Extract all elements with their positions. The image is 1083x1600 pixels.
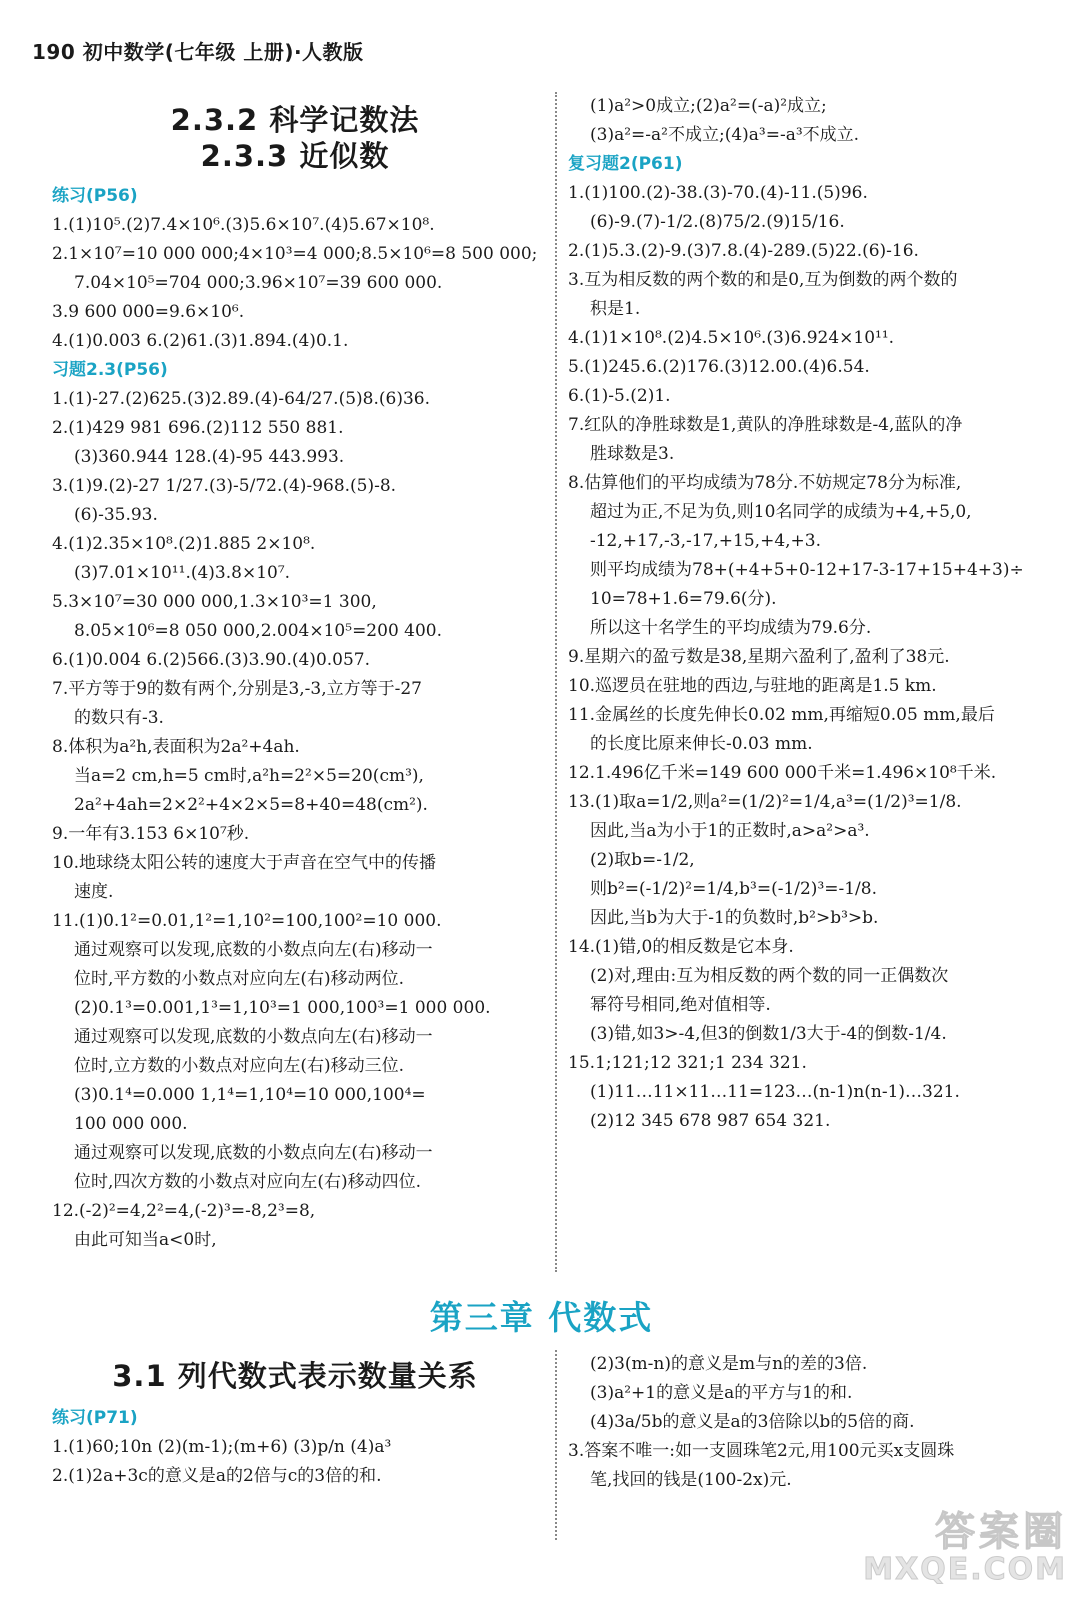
- answer-line: 位时,平方数的小数点对应向左(右)移动两位.: [74, 969, 405, 989]
- answer-line: 1.(1)-27.(2)625.(3)2.89.(4)-64/27.(5)8.(6)36.: [52, 389, 430, 409]
- answer-line: 8.05×10⁶=8 050 000,2.004×10⁵=200 400.: [74, 621, 443, 641]
- right-column: [568, 92, 1054, 1136]
- answer-line: (1)11…11×11…11=123…(n-1)n(n-1)…321.: [590, 1082, 960, 1102]
- answer-line: 超过为正,不足为负,则10名同学的成绩为+4,+5,0,: [590, 502, 972, 522]
- answer-line: (6)-9.(7)-1/2.(8)75/2.(9)15/16.: [590, 212, 845, 232]
- answer-line: 则b²=(-1/2)²=1/4,b³=(-1/2)³=-1/8.: [590, 879, 878, 899]
- chapter-title: 第三章 代数式: [429, 1298, 654, 1337]
- answer-line: 速度.: [74, 882, 114, 902]
- answer-line: 通过观察可以发现,底数的小数点向左(右)移动一: [74, 940, 433, 960]
- answer-line: 10.巡逻员在驻地的西边,与驻地的距离是1.5 km.: [568, 676, 937, 696]
- answer-line: 10=78+1.6=79.6(分).: [590, 589, 777, 609]
- answer-line: 6.(1)-5.(2)1.: [568, 386, 671, 406]
- answer-line: 的数只有-3.: [74, 708, 164, 728]
- answer-line: 通过观察可以发现,底数的小数点向左(右)移动一: [74, 1027, 433, 1047]
- answer-line: (2)对,理由:互为相反数的两个数的同一正偶数次: [590, 966, 949, 986]
- answer-line: 14.(1)错,0的相反数是它本身.: [568, 937, 794, 957]
- answer-line: (3)a²+1的意义是a的平方与1的和.: [590, 1383, 853, 1403]
- subsection-label: 练习(P56): [52, 186, 138, 206]
- answer-line: 13.(1)取a=1/2,则a²=(1/2)²=1/4,a³=(1/2)³=1/8.: [568, 792, 962, 812]
- answer-line: 100 000 000.: [74, 1114, 188, 1134]
- right-answers: [568, 92, 1054, 1136]
- answer-line: 因此,当a为小于1的正数时,a>a²>a³.: [590, 821, 870, 841]
- answer-line: (1)a²>0成立;(2)a²=(-a)²成立;: [590, 96, 827, 116]
- answer-line: 3.9 600 000=9.6×10⁶.: [52, 302, 245, 322]
- answer-line: 位时,四次方数的小数点对应向左(右)移动四位.: [74, 1172, 422, 1192]
- section-title-232: 2.3.2 科学记数法: [170, 103, 420, 137]
- answer-line: 2.(1)429 981 696.(2)112 550 881.: [52, 418, 344, 438]
- answer-line: (3)7.01×10¹¹.(4)3.8×10⁷.: [74, 563, 291, 583]
- answer-line: (3)0.1⁴=0.000 1,1⁴=1,10⁴=10 000,100⁴=: [74, 1085, 426, 1105]
- subsection-label: 练习(P71): [52, 1408, 138, 1428]
- answer-line: 11.(1)0.1²=0.01,1²=1,10²=100,100²=10 000.: [52, 911, 442, 931]
- answer-line: 因此,当b为大于-1的负数时,b²>b³>b.: [590, 908, 879, 928]
- left-column: [52, 102, 538, 1255]
- answer-line: (2)取b=-1/2,: [590, 850, 695, 870]
- answer-line: 则平均成绩为78+(+4+5+0-12+17-3-17+15+4+3)÷: [590, 560, 1024, 580]
- section-31-right-answers: [568, 1350, 1054, 1495]
- answer-line: 7.红队的净胜球数是1,黄队的净胜球数是-4,蓝队的净: [568, 415, 963, 435]
- section-31-left: [52, 1404, 538, 1491]
- answer-line: 12.1.496亿千米=149 600 000千米=1.496×10⁸千米.: [568, 763, 997, 783]
- answer-line: (2)3(m-n)的意义是m与n的差的3倍.: [590, 1354, 868, 1374]
- answer-line: 胜球数是3.: [590, 444, 675, 464]
- answer-line: (6)-35.93.: [74, 505, 158, 525]
- answer-line: 9.一年有3.153 6×10⁷秒.: [52, 824, 250, 844]
- answer-line: 4.(1)1×10⁸.(2)4.5×10⁶.(3)6.924×10¹¹.: [568, 328, 895, 348]
- answer-line: 10.地球绕太阳公转的速度大于声音在空气中的传播: [52, 853, 437, 873]
- answer-line: 1.(1)60;10n (2)(m-1);(m+6) (3)p/n (4)a³: [52, 1437, 392, 1457]
- answer-line: (3)错,如3>-4,但3的倒数1/3大于-4的倒数-1/4.: [590, 1024, 947, 1044]
- subsection-label: 复习题2(P61): [568, 154, 683, 174]
- answer-line: 3.(1)9.(2)-27 1/27.(3)-5/72.(4)-968.(5)-8.: [52, 476, 397, 496]
- answer-line: (3)a²=-a²不成立;(4)a³=-a³不成立.: [590, 125, 860, 145]
- answer-line: 当a=2 cm,h=5 cm时,a²h=2²×5=20(cm³),: [74, 766, 424, 786]
- answer-line: 5.3×10⁷=30 000 000,1.3×10³=1 300,: [52, 592, 377, 612]
- answer-line: 3.互为相反数的两个数的和是0,互为倒数的两个数的: [568, 270, 958, 290]
- watermark-url: MXQE.COM: [863, 1552, 1067, 1587]
- answer-line: -12,+17,-3,-17,+15,+4,+3.: [590, 531, 822, 551]
- answer-line: 3.答案不唯一:如一支圆珠笔2元,用100元买x支圆珠: [568, 1441, 955, 1461]
- answer-line: 笔,找回的钱是(100-2x)元.: [590, 1470, 792, 1490]
- answer-line: 8.估算他们的平均成绩为78分.不妨规定78分为标准,: [568, 473, 962, 493]
- watermark-logo: [857, 1510, 1067, 1588]
- answer-line: 11.金属丝的长度先伸长0.02 mm,再缩短0.05 mm,最后: [568, 705, 995, 725]
- answer-line: 7.04×10⁵=704 000;3.96×10⁷=39 600 000.: [74, 273, 443, 293]
- answer-line: (4)3a/5b的意义是a的3倍除以b的5倍的商.: [590, 1412, 915, 1432]
- answer-line: 6.(1)0.004 6.(2)566.(3)3.90.(4)0.057.: [52, 650, 371, 670]
- subsection-label: 习题2.3(P56): [52, 360, 168, 380]
- column-divider-top: [555, 92, 557, 1272]
- section-title-31: 3.1 列代数式表示数量关系: [112, 1359, 478, 1393]
- answer-line: 9.星期六的盈亏数是38,星期六盈利了,盈利了38元.: [568, 647, 950, 667]
- answer-line: 通过观察可以发现,底数的小数点向左(右)移动一: [74, 1143, 433, 1163]
- section-31-left-answers: [52, 1404, 538, 1491]
- section-title-233: 2.3.3 近似数: [200, 139, 390, 173]
- answer-line: (2)0.1³=0.001,1³=1,10³=1 000,100³=1 000 000.: [74, 998, 491, 1018]
- answer-line: 15.1;121;12 321;1 234 321.: [568, 1053, 807, 1073]
- answer-line: 2.(1)5.3.(2)-9.(3)7.8.(4)-289.(5)22.(6)-16.: [568, 241, 919, 261]
- left-answers: [52, 182, 538, 1255]
- answer-line: 5.(1)245.6.(2)176.(3)12.00.(4)6.54.: [568, 357, 870, 377]
- answer-line: 积是1.: [590, 299, 641, 319]
- answer-line: 4.(1)0.003 6.(2)61.(3)1.894.(4)0.1.: [52, 331, 349, 351]
- watermark-text: 答案圈: [935, 1509, 1067, 1555]
- answer-line: 2.1×10⁷=10 000 000;4×10³=4 000;8.5×10⁶=8 500 000;: [52, 244, 538, 264]
- answer-line: (3)360.944 128.(4)-95 443.993.: [74, 447, 345, 467]
- answer-line: 幂符号相同,绝对值相等.: [590, 995, 771, 1015]
- answer-line: 8.体积为a²h,表面积为2a²+4ah.: [52, 737, 300, 757]
- answer-line: 位时,立方数的小数点对应向左(右)移动三位.: [74, 1056, 405, 1076]
- section-31-right: [568, 1350, 1054, 1495]
- answer-line: 4.(1)2.35×10⁸.(2)1.885 2×10⁸.: [52, 534, 316, 554]
- answer-line: 所以这十名学生的平均成绩为79.6分.: [590, 618, 872, 638]
- answer-line: 由此可知当a<0时,: [74, 1230, 217, 1250]
- answer-line: 2.(1)2a+3c的意义是a的2倍与c的3倍的和.: [52, 1466, 382, 1486]
- answer-line: 7.平方等于9的数有两个,分别是3,-3,立方等于-27: [52, 679, 422, 699]
- answer-line: 12.(-2)²=4,2²=4,(-2)³=-8,2³=8,: [52, 1201, 316, 1221]
- answer-line: 2a²+4ah=2×2²+4×2×5=8+40=48(cm²).: [74, 795, 428, 815]
- answer-line: 的长度比原来伸长-0.03 mm.: [590, 734, 813, 754]
- column-divider-bottom: [555, 1350, 557, 1540]
- answer-line: (2)12 345 678 987 654 321.: [590, 1111, 831, 1131]
- page-header: 190 初中数学(七年级 上册)·人教版: [32, 40, 364, 64]
- answer-line: 1.(1)100.(2)-38.(3)-70.(4)-11.(5)96.: [568, 183, 868, 203]
- answer-line: 1.(1)10⁵.(2)7.4×10⁶.(3)5.6×10⁷.(4)5.67×10⁸.: [52, 215, 435, 235]
